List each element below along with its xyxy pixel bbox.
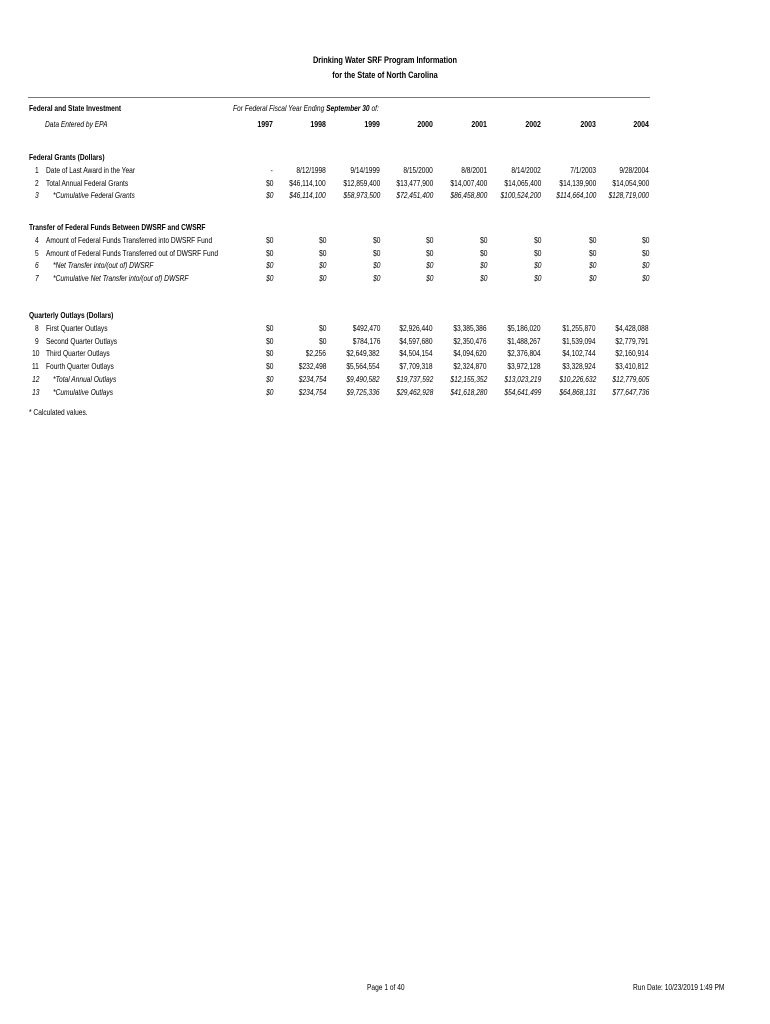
row-number: 12 <box>31 374 39 384</box>
table-cell: $3,410,812 <box>615 361 649 372</box>
table-cell: $0 <box>265 190 273 201</box>
table-cell: $100,524,200 <box>500 190 541 201</box>
row-number: 2 <box>35 177 39 188</box>
table-cell: 9/28/2004 <box>619 164 649 175</box>
row-label: *Total Annual Outlays <box>53 374 117 384</box>
table-cell: $12,859,400 <box>343 177 380 188</box>
row-label: Third Quarter Outlays <box>46 348 110 359</box>
report-title-line1: Drinking Water SRF Program Information <box>312 55 458 65</box>
table-cell: 8/15/2000 <box>403 164 433 175</box>
table-cell: $0 <box>265 260 273 271</box>
row-label: Date of Last Award in the Year <box>46 164 136 175</box>
table-cell: $0 <box>372 273 380 284</box>
table-cell: $0 <box>479 260 487 271</box>
table-cell: $234,754 <box>298 374 326 384</box>
year-header: 1997 <box>257 119 273 129</box>
year-header: 1998 <box>310 119 326 129</box>
year-header: 2004 <box>633 119 649 129</box>
table-cell: $5,564,554 <box>346 361 380 372</box>
year-header: 2001 <box>471 119 487 129</box>
year-header: 2000 <box>417 119 433 129</box>
table-cell: $4,094,620 <box>453 348 487 359</box>
table-cell: $492,470 <box>352 322 380 333</box>
table-cell: $10,226,632 <box>559 374 596 384</box>
table-cell: $0 <box>265 322 273 333</box>
table-cell: 9/14/1999 <box>350 164 380 175</box>
report-title-line2: for the State of North Carolina <box>332 70 438 80</box>
year-header: 2002 <box>525 119 541 129</box>
table-cell: $0 <box>588 260 596 271</box>
table-cell: $0 <box>318 322 326 333</box>
table-cell: $234,754 <box>298 386 326 397</box>
table-cell: $12,155,352 <box>450 374 487 384</box>
table-cell: 8/12/1998 <box>296 164 326 175</box>
table-cell: $0 <box>265 273 273 284</box>
table-cell: $1,539,094 <box>562 335 596 346</box>
row-label: Amount of Federal Funds Transferred out of DWSRF Fund <box>46 247 219 258</box>
year-header: 2003 <box>580 119 596 129</box>
table-cell: $4,597,680 <box>399 335 433 346</box>
table-cell: $0 <box>425 273 433 284</box>
table-cell: $86,458,800 <box>450 190 487 201</box>
row-number: 10 <box>31 348 39 359</box>
table-cell: $0 <box>265 247 273 258</box>
table-cell: $0 <box>265 361 273 372</box>
table-cell: $2,160,914 <box>615 348 649 359</box>
table-cell: $4,428,088 <box>615 322 649 333</box>
page-number: Page 1 of 40 <box>367 982 405 992</box>
table-cell: $0 <box>318 247 326 258</box>
section-title: Quarterly Outlays (Dollars) <box>29 310 114 320</box>
row-label: *Cumulative Outlays <box>53 386 114 397</box>
table-cell: $9,490,582 <box>346 374 380 384</box>
row-label: First Quarter Outlays <box>46 322 108 333</box>
run-date: Run Date: 10/23/2019 1:49 PM <box>633 982 725 992</box>
row-number: 4 <box>35 234 39 245</box>
table-cell: $0 <box>588 247 596 258</box>
table-cell: $0 <box>425 234 433 245</box>
table-cell: $3,328,924 <box>562 361 596 372</box>
row-number: 6 <box>35 260 39 271</box>
row-label: Fourth Quarter Outlays <box>46 361 114 372</box>
table-cell: $46,114,100 <box>289 177 326 188</box>
row-number: 9 <box>35 335 39 346</box>
section-heading-federal-state: Federal and State Investment <box>29 103 122 113</box>
table-cell: $0 <box>588 234 596 245</box>
table-cell: $46,114,100 <box>289 190 326 201</box>
table-cell: $2,350,476 <box>453 335 487 346</box>
table-cell: $0 <box>641 260 649 271</box>
table-cell: $19,737,592 <box>396 374 433 384</box>
fiscal-year-caption <box>233 103 379 113</box>
year-header: 1999 <box>364 119 380 129</box>
table-cell: $14,054,900 <box>612 177 649 188</box>
table-cell: $0 <box>318 234 326 245</box>
table-cell: $4,504,154 <box>399 348 433 359</box>
table-cell: $12,779,605 <box>612 374 649 384</box>
row-number: 13 <box>31 386 39 397</box>
table-cell: $232,498 <box>298 361 326 372</box>
row-number: 7 <box>35 273 39 284</box>
table-cell: $0 <box>265 335 273 346</box>
table-cell: $0 <box>641 234 649 245</box>
table-cell: $2,324,870 <box>453 361 487 372</box>
table-cell: $0 <box>318 260 326 271</box>
table-cell: $0 <box>588 273 596 284</box>
table-cell: 8/14/2002 <box>511 164 541 175</box>
table-cell: $3,385,386 <box>453 322 487 333</box>
table-cell: 7/1/2003 <box>570 164 596 175</box>
section-title: Federal Grants (Dollars) <box>29 152 105 162</box>
table-cell: $29,462,928 <box>396 386 433 397</box>
row-number: 8 <box>35 322 39 333</box>
table-cell: $13,023,219 <box>504 374 541 384</box>
table-cell: $72,451,400 <box>396 190 433 201</box>
table-cell: $77,647,736 <box>612 386 649 397</box>
table-cell: $41,618,280 <box>450 386 487 397</box>
table-cell: $0 <box>533 260 541 271</box>
table-cell: $0 <box>425 260 433 271</box>
fy-date: September 30 <box>326 103 370 113</box>
table-cell: $0 <box>533 273 541 284</box>
row-number: 1 <box>35 164 39 175</box>
row-label: *Net Transfer into/(out of) DWSRF <box>53 260 154 271</box>
table-cell: $0 <box>265 374 273 384</box>
table-cell: $114,664,100 <box>555 190 596 201</box>
table-cell: $4,102,744 <box>562 348 596 359</box>
table-cell: $0 <box>265 386 273 397</box>
table-cell: $64,868,131 <box>559 386 596 397</box>
data-source-label: Data Entered by EPA <box>45 119 108 129</box>
table-cell: $0 <box>479 273 487 284</box>
footnote: * Calculated values. <box>29 407 88 417</box>
table-cell: $58,973,500 <box>343 190 380 201</box>
row-label: *Cumulative Net Transfer into/(out of) DWSRF <box>53 273 189 284</box>
table-cell: $784,176 <box>352 335 380 346</box>
table-cell: $14,065,400 <box>504 177 541 188</box>
table-cell: $0 <box>372 234 380 245</box>
table-cell: $0 <box>425 247 433 258</box>
table-cell: $0 <box>479 234 487 245</box>
table-cell: - <box>270 164 273 175</box>
table-cell: $0 <box>265 177 273 188</box>
header-rule <box>28 97 650 98</box>
table-cell: $0 <box>318 335 326 346</box>
fy-prefix: For Federal Fiscal Year Ending <box>233 103 325 113</box>
row-label: *Cumulative Federal Grants <box>53 190 135 201</box>
table-cell: $14,007,400 <box>450 177 487 188</box>
table-cell: $0 <box>372 260 380 271</box>
table-cell: $0 <box>479 247 487 258</box>
fy-suffix: of: <box>371 103 379 113</box>
row-number: 5 <box>35 247 39 258</box>
table-cell: $0 <box>318 273 326 284</box>
table-cell: $54,641,499 <box>504 386 541 397</box>
table-cell: $5,186,020 <box>507 322 541 333</box>
row-number: 3 <box>35 190 39 201</box>
table-cell: $0 <box>265 234 273 245</box>
row-number: 11 <box>32 361 39 372</box>
table-cell: $0 <box>372 247 380 258</box>
table-cell: $13,477,900 <box>396 177 433 188</box>
table-cell: $2,256 <box>305 348 326 359</box>
table-cell: $1,255,870 <box>562 322 596 333</box>
table-cell: $1,488,267 <box>507 335 541 346</box>
table-cell: $2,926,440 <box>399 322 433 333</box>
table-cell: $2,649,382 <box>346 348 380 359</box>
table-cell: $0 <box>641 273 649 284</box>
table-cell: $0 <box>533 247 541 258</box>
table-cell: 8/8/2001 <box>461 164 487 175</box>
table-cell: $128,719,000 <box>608 190 649 201</box>
table-cell: $0 <box>533 234 541 245</box>
table-cell: $9,725,336 <box>346 386 380 397</box>
table-cell: $3,972,128 <box>507 361 541 372</box>
table-cell: $0 <box>641 247 649 258</box>
row-label: Amount of Federal Funds Transferred into DWSRF Fund <box>46 234 213 245</box>
table-cell: $2,376,804 <box>507 348 541 359</box>
table-cell: $2,779,791 <box>615 335 649 346</box>
table-cell: $7,709,318 <box>399 361 433 372</box>
row-label: Total Annual Federal Grants <box>46 177 129 188</box>
section-title: Transfer of Federal Funds Between DWSRF and CWSRF <box>29 222 206 232</box>
table-cell: $0 <box>265 348 273 359</box>
row-label: Second Quarter Outlays <box>46 335 118 346</box>
table-cell: $14,139,900 <box>559 177 596 188</box>
